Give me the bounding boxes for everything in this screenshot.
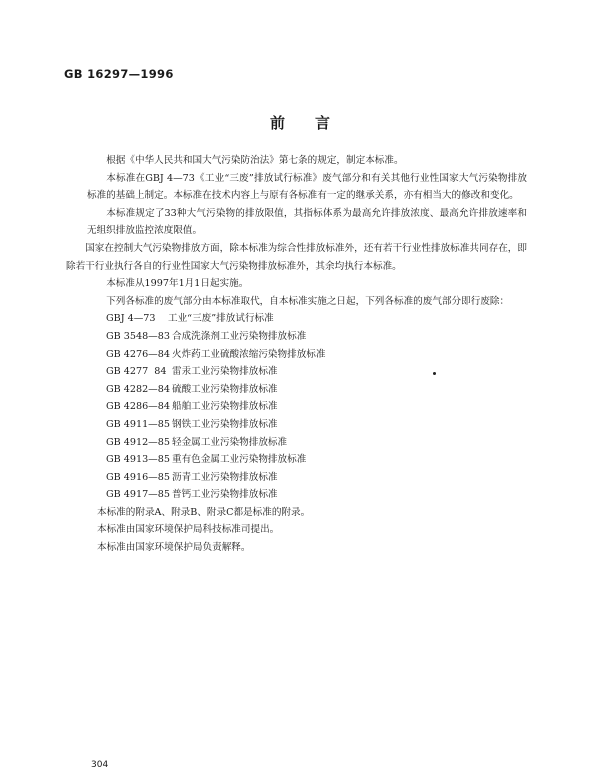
- paragraph-interpreter: 本标准由国家环境保护局负责解释。: [97, 542, 251, 554]
- standard-name-item: 雷汞工业污染物排放标准: [172, 366, 278, 378]
- list-item: [87, 381, 527, 399]
- list-item: [87, 328, 527, 346]
- standard-code-item: GB 4913—85: [106, 454, 170, 466]
- page-title: 前言: [269, 114, 360, 132]
- standard-code-item: GB 4277 84: [106, 366, 167, 378]
- document-body: [66, 152, 527, 557]
- page-number: 304: [91, 760, 109, 770]
- standard-name-item: 钢铁工业污染物排放标准: [172, 418, 278, 430]
- list-item: [87, 486, 527, 504]
- list-item: [87, 416, 527, 434]
- standard-name-item: 船舶工业污染物排放标准: [172, 401, 278, 413]
- superseded-list: [87, 310, 527, 504]
- standard-code-item: GB 4276—84: [106, 348, 170, 360]
- paragraph-limits: 本标准规定了33种大气污染物的排放限值，其指标体系为最高允许排放浓度、最高允许排放速率和无组织排放监控浓度限值。: [87, 207, 527, 237]
- standard-name-item: 普钙工业污染物排放标准: [172, 489, 278, 501]
- standard-code-item: GB 3548—83: [106, 330, 170, 342]
- standard-code-item: GB 4911—85: [106, 418, 170, 430]
- standard-code-item: GB 4912—85: [106, 436, 170, 448]
- standard-name-item: 合成洗涤剂工业污染物排放标准: [172, 330, 307, 342]
- standard-name-item: 重有色金属工业污染物排放标准: [172, 454, 307, 466]
- standard-name-item: 工业“三废”排放试行标准: [168, 313, 274, 325]
- list-item: [87, 451, 527, 469]
- paragraph-appendix-note: 本标准的附录A、附录B、附录C都是标准的附录。: [97, 506, 311, 518]
- standard-code-item: GB 4286—84: [106, 401, 170, 413]
- standard-code-item: GB 4282—84: [106, 383, 170, 395]
- paragraph-basis: 本标准在GBJ 4—73《工业“三废”排放试行标准》废气部分和有关其他行业性国家大气污染物排放标准的基础上制定。本标准在技术内容上与原有各标准有一定的继承关系，亦有相当大的修改和变化。: [87, 172, 527, 202]
- standard-code-item: GB 4916—85: [106, 471, 170, 483]
- paragraph-legal-basis: 根据《中华人民共和国大气污染防治法》第七条的规定，制定本标准。: [106, 155, 404, 166]
- paragraph-superseded-intro: 下列各标准的废气部分由本标准取代，自本标准实施之日起，下列各标准的废气部分即行废除：: [106, 295, 510, 307]
- list-item: [87, 398, 527, 416]
- list-item: [87, 469, 527, 487]
- standard-name-item: 轻金属工业污染物排放标准: [172, 436, 288, 448]
- paragraph-effective-date: 本标准从1997年1月1日起实施。: [106, 278, 249, 290]
- paragraph-scope: 国家在控制大气污染物排放方面，除本标准为综合性排放标准外，还有若干行业性排放标准共同存在，即除若干行业执行各自的行业性国家大气污染物排放标准外，其余均执行本标准。: [66, 242, 527, 272]
- list-item: [87, 363, 527, 381]
- list-item: [87, 310, 527, 328]
- standard-code-item: GBJ 4—73: [106, 313, 156, 325]
- standard-code: GB 16297—1996: [64, 67, 174, 81]
- scan-speck: [433, 372, 436, 375]
- list-item: [87, 434, 527, 452]
- standard-code-item: GB 4917—85: [106, 489, 170, 501]
- standard-name-item: 沥青工业污染物排放标准: [172, 471, 278, 483]
- paragraph-proposer: 本标准由国家环境保护局科技标准司提出。: [97, 524, 280, 536]
- standard-name-item: 火炸药工业硫酸浓缩污染物排放标准: [172, 348, 326, 360]
- standard-name-item: 硫酸工业污染物排放标准: [172, 383, 278, 395]
- list-item: [87, 346, 527, 364]
